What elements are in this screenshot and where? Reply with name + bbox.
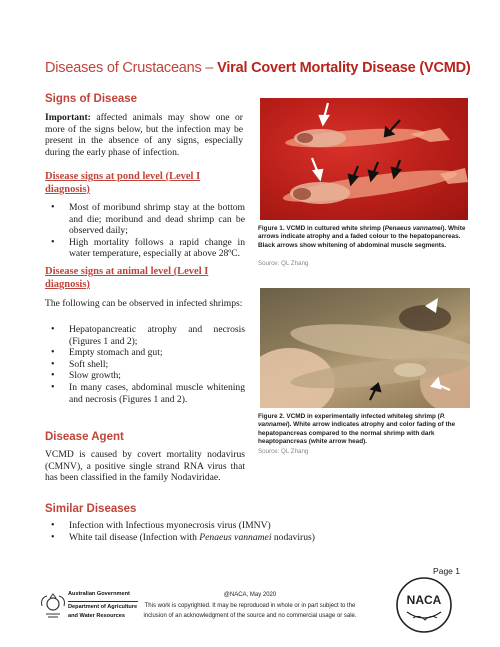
list-item: • Slow growth;: [45, 370, 245, 382]
figure2-caption: Figure 2. VCMD in experimentally infected whiteleg shrimp (P. vannamei). White arrow indicates atrophy and color fading of the hepatopancreas compared to the normal shrimp with dark heaptopancreas (white arrow head).: [258, 413, 456, 446]
pond-level-heading: Disease signs at pond level (Level I diagnosis): [45, 171, 201, 195]
shrimp-hand-photo-illustration: [260, 288, 470, 408]
animal-intro: The following can be observed in infected shrimps:: [45, 298, 243, 309]
svg-text:NACA: NACA: [406, 593, 442, 607]
naca-logo-icon: [393, 574, 455, 636]
agent-text: VCMD is caused by covert mortality nodavirus (CMNV), a positive single strand RNA virus that has been classified in the family Nodaviridae.: [45, 449, 245, 484]
animal-signs-list: [45, 324, 245, 405]
gov-divider: [68, 601, 138, 602]
page-title: Diseases of Crustaceans – Viral Covert Mortality Disease (VCMD): [45, 60, 471, 76]
list-item: • Soft shell;: [45, 359, 245, 371]
figure2-photo: [260, 288, 470, 408]
figure1-caption: Figure 1. VCMD in cultured white shrimp (Penaeus vannamei). White arrows indicate atrophy and a faded colour to the hepatopancreas. Black arrows show whitening of abdominal muscle segments.: [258, 225, 466, 249]
similar-heading: Similar Diseases: [45, 503, 137, 515]
list-item: • White tail disease (Infection with Penaeus vannamei nodavirus): [45, 532, 465, 544]
list-item: • Most of moribund shrimp stay at the bottom and die; moribund and dead shrimp can be observed daily;: [45, 202, 245, 237]
copyright-notice: @NACA, May 2020 This work is copyrighted. It may be reproduced in whole or in part subject to the inclusion of an acknowledgment of the source and no commercial usage or sale.: [143, 592, 357, 619]
shrimp-photo-illustration: [260, 98, 468, 220]
agent-heading: Disease Agent: [45, 431, 124, 443]
figure1-source: Source: QL Zhang: [258, 260, 309, 267]
similar-list: [45, 520, 465, 543]
list-item: • High mortality follows a rapid change in water temperature, especially at above 28ºC.: [45, 237, 245, 260]
list-item: • In many cases, abdominal muscle whitening and necrosis (Figures 1 and 2).: [45, 382, 245, 405]
list-item: • Empty stomach and gut;: [45, 347, 245, 359]
figure1-photo: [260, 98, 468, 220]
pond-signs-list: [45, 202, 245, 260]
signs-heading: Signs of Disease: [45, 93, 138, 105]
list-item: • Hepatopancreatic atrophy and necrosis (Figures 1 and 2);: [45, 324, 245, 347]
page-number: Page 1: [433, 566, 460, 576]
coat-of-arms-icon: [38, 592, 68, 622]
figure2-source: Source: QL Zhang: [258, 448, 309, 455]
naca-logo: [393, 574, 455, 636]
list-item: • Infection with Infectious myonecrosis virus (IMNV): [45, 520, 465, 532]
department-text: Australian Government Department of Agriculture and Water Resources: [68, 591, 138, 619]
animal-level-heading: Disease signs at animal level (Level I diagnosis): [45, 266, 209, 290]
signs-intro: Important: affected animals may show one or more of the signs below, but the infection may be present in the absence of any signs, especially during the early phase of infection.: [45, 112, 243, 158]
